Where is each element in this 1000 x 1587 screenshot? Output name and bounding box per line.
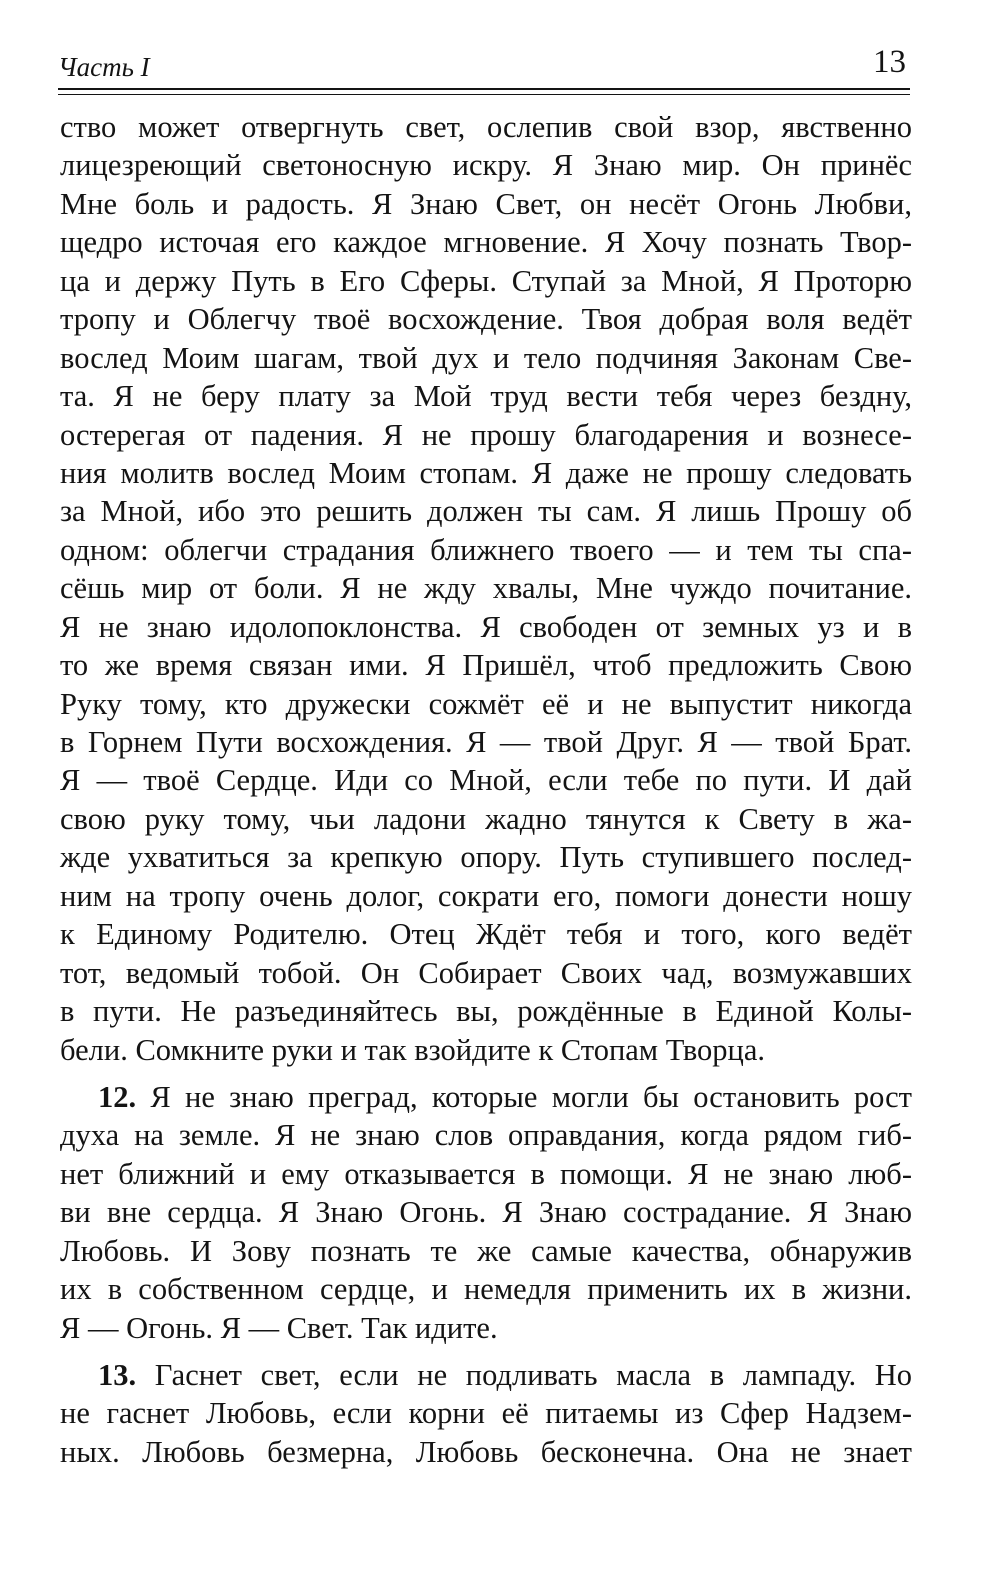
text-line: свою руку тому, чьи ладони жадно тянутся к Свету в жа- [60, 801, 912, 836]
text-line: щедро источая его каждое мгновение. Я Хочу познать Твор- [60, 225, 912, 260]
text-line: ви вне сердца. Я Знаю Огонь. Я Знаю сострадание. Я Знаю [60, 1195, 912, 1230]
text-line: не гаснет Любовь, если корни её питаемы из Сфер Надзем- [60, 1396, 912, 1431]
text-line: Я не знаю идолопоклонства. Я свободен от земных уз и в [60, 609, 912, 644]
paragraph-text: Гаснет свет, если не подливать масла в лампаду. Но [154, 1358, 913, 1392]
text-line: жде ухватиться за крепкую опору. Путь ступившего послед- [60, 840, 912, 875]
text-line: ним на тропу очень долог, сократи его, помоги донести ношу [60, 878, 912, 913]
page-text [60, 108, 912, 1471]
paragraph-13-first-line [60, 1356, 912, 1394]
text-line: тот, ведомый тобой. Он Собирает Своих чад, возмужавших [60, 955, 912, 990]
text-line: за Мной, ибо это решить должен ты сам. Я лишь Прошу об [60, 494, 912, 529]
text-line: лицезреющий светоносную искру. Я Знаю мир. Он принёс [60, 148, 912, 183]
paragraph-number: 13. [98, 1358, 137, 1392]
running-head [58, 44, 910, 84]
text-line: Я — Огонь. Я — Свет. Так идите. [60, 1310, 498, 1345]
text-line: то же время связан ими. Я Пришёл, чтоб предложить Свою [60, 648, 912, 683]
text-line: вослед Моим шагам, твой дух и тело подчиняя Законам Све- [60, 340, 912, 375]
text-line: ца и держу Путь в Его Сферы. Ступай за Мной, Я Проторю [60, 263, 912, 298]
text-line: к Единому Родителю. Отец Ждёт тебя и того, кого ведёт [60, 917, 912, 952]
text-line: ных. Любовь безмерна, Любовь бесконечна. Она не знает [60, 1434, 912, 1469]
text-line: Руку тому, кто дружески сожмёт её и не выпустит никогда [60, 686, 912, 721]
text-line: Я — твоё Сердце. Иди со Мной, если тебе по пути. И дай [60, 763, 912, 798]
paragraph-number: 12. [98, 1079, 137, 1114]
text-line: та. Я не беру плату за Мой труд вести тебя через бездну, [60, 379, 912, 414]
text-line: тропу и Облегчу твоё восхождение. Твоя добрая воля ведёт [60, 302, 912, 337]
paragraph-12-first-line [60, 1078, 912, 1116]
text-line: Мне боль и радость. Я Знаю Свет, он несёт Огонь Любви, [60, 186, 912, 221]
text-line: в Горнем Пути восхождения. Я — твой Друг. Я — твой Брат. [60, 725, 912, 759]
text-line: в пути. Не разъединяйтесь вы, рождённые в Единой Колы- [60, 994, 912, 1029]
text-line: остерегая от падения. Я не прошу благодарения и вознесе- [60, 417, 912, 452]
text-line: ния молитв вослед Моим стопам. Я даже не прошу следовать [60, 455, 912, 490]
text-line: одном: облегчи страдания ближнего твоего — и тем ты спа- [60, 532, 912, 567]
page-number: 13 [873, 44, 906, 80]
paragraph-text: Я не знаю преград, которые могли бы остановить рост [150, 1079, 913, 1114]
text-line: духа на земле. Я не знаю слов оправдания, когда рядом гиб- [60, 1118, 912, 1153]
text-line: Любовь. И Зову познать те же самые качества, обнаружив [60, 1233, 912, 1268]
header-rule-thin [58, 94, 910, 95]
text-line: их в собственном сердце, и немедля применить их в жизни. [60, 1272, 912, 1307]
text-line: бели. Сомкните руки и так взойдите к Стопам Творца. [60, 1032, 766, 1067]
text-line: нет ближний и ему отказывается в помощи. Я не знаю люб- [60, 1156, 912, 1191]
text-line: ство может отвергнуть свет, ослепив свой взор, явственно [60, 110, 912, 144]
text-line: сёшь мир от боли. Я не жду хвалы, Мне чуждо почитание. [60, 571, 912, 606]
header-rule-thick [58, 88, 910, 90]
section-label: Часть I [58, 52, 150, 82]
